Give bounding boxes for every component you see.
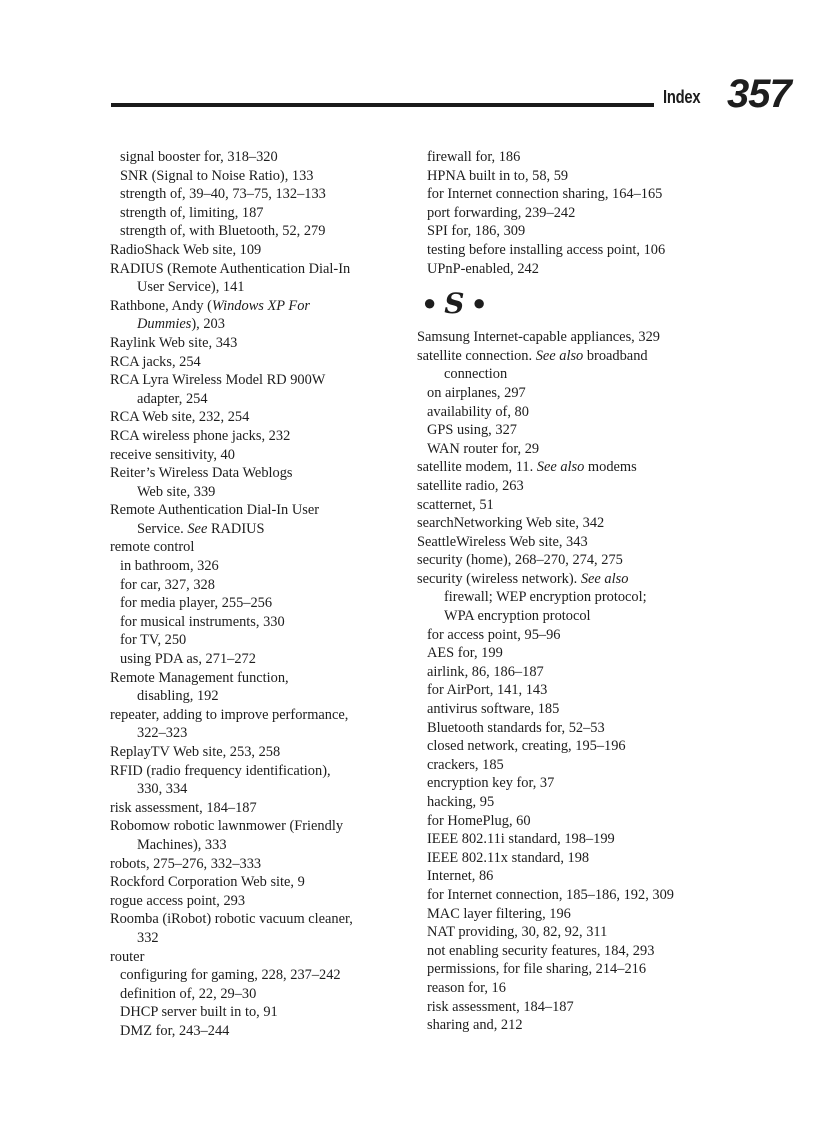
entry-text: WAN router for, 29 [427,440,540,457]
entry-text: signal booster for, 318–320 [120,149,278,165]
index-entry [110,706,410,725]
index-entry [110,260,410,279]
index-entry [110,464,410,483]
index-entry [110,501,410,520]
index-entry [110,427,410,446]
header-rule [111,103,654,107]
entry-text: strength of, 39–40, 73–75, 132–133 [120,186,326,203]
index-entry-continuation [110,483,410,502]
index-entries-s [417,328,717,1035]
index-subentry [417,886,717,905]
index-subentry [417,774,717,793]
entry-text-after: ), 203 [191,316,225,333]
index-entry [110,241,410,260]
entry-text: Service. [137,520,188,537]
entry-italic-text: See also [535,347,584,364]
entry-text: security (home), 268–270, 274, 275 [417,552,623,569]
index-subentry [417,737,717,756]
entry-text: on airplanes, 297 [427,384,526,401]
entry-italic-text: See also [536,459,585,476]
entry-text: Machines), 333 [137,836,227,853]
index-entry [417,496,717,515]
index-subentry [110,148,410,167]
entry-italic-text: See [187,520,208,537]
entry-text: firewall for, 186 [427,149,521,165]
entry-text: GPS using, 327 [427,422,517,439]
index-entry-continuation [110,929,410,948]
index-subentry [417,440,717,459]
entry-text: for Internet connection sharing, 164–165 [427,186,663,203]
entry-text: DMZ for, 243–244 [120,1022,230,1039]
index-subentry [417,185,717,204]
entry-text: Reiter’s Wireless Data Weblogs [110,465,293,482]
index-entry [110,817,410,836]
entry-text: testing before installing access point, 106 [427,241,666,258]
entry-text: definition of, 22, 29–30 [120,985,257,1002]
index-entry [417,570,717,589]
entry-text: hacking, 95 [427,794,495,810]
index-column-right [417,148,717,1035]
entry-text: ReplayTV Web site, 253, 258 [110,744,281,760]
entry-text: crackers, 185 [427,756,504,773]
entry-text-after: broadband [583,347,648,364]
entry-text: WPA encryption protocol [444,608,591,625]
index-subentry [417,923,717,942]
index-column-left [110,148,410,1041]
entry-text: adapter, 254 [137,390,208,407]
entry-text: encryption key for, 37 [427,775,555,792]
index-subentry [110,631,410,650]
index-entry [110,743,410,762]
index-subentry [417,241,717,260]
running-header [111,72,801,116]
index-entry [110,297,410,316]
index-entry [110,408,410,427]
entry-text: configuring for gaming, 228, 237–242 [120,967,341,984]
entry-text: satellite modem, 11. [417,459,537,476]
index-entry [110,538,410,557]
entry-text: for musical instruments, 330 [120,613,285,630]
entry-italic-text: See also [580,570,629,587]
index-subentry [417,979,717,998]
page-number: 357 [727,72,791,116]
entry-text: IEEE 802.11x standard, 198 [427,849,590,866]
entry-text: firewall; WEP encryption protocol; [444,589,647,606]
entry-text: IEEE 802.11i standard, 198–199 [427,831,615,848]
entry-text: receive sensitivity, 40 [110,446,235,463]
index-entry [110,669,410,688]
entry-italic-text: Dummies [137,316,192,333]
index-subentry [110,594,410,613]
index-entry [110,873,410,892]
index-subentry [417,830,717,849]
index-subentry [417,384,717,403]
entry-text: sharing and, 212 [427,1017,523,1034]
index-entry-continuation [417,365,717,384]
entry-text: port forwarding, 239–242 [427,204,576,221]
index-entry-continuation [110,278,410,297]
entry-text: security (wireless network). [417,570,581,587]
index-subentry [110,650,410,669]
entry-text: Remote Authentication Dial-In User [110,502,320,519]
entry-text: strength of, with Bluetooth, 52, 279 [120,223,326,240]
entry-text: RFID (radio frequency identification), [110,762,331,779]
index-entry-continuation [110,315,410,334]
index-entry [110,892,410,911]
entry-text: Bluetooth standards for, 52–53 [427,719,605,736]
index-entry [110,910,410,929]
entry-text: UPnP-enabled, 242 [427,260,539,277]
index-subentry [417,1016,717,1035]
index-subentry [417,148,717,167]
entry-text: for Internet connection, 185–186, 192, 309 [427,886,674,903]
entry-text: airlink, 86, 186–187 [427,663,544,680]
index-entry [417,328,717,347]
index-subentry [110,613,410,632]
index-entry-continuation [417,588,717,607]
entry-text: RCA Web site, 232, 254 [110,409,250,426]
index-entry [110,948,410,967]
entry-text: searchNetworking Web site, 342 [417,515,605,532]
entry-text: scatternet, 51 [417,496,494,513]
entry-text: SPI for, 186, 309 [427,223,526,240]
index-entry-continuation [110,780,410,799]
entry-text: 332 [137,929,159,946]
entry-text: Roomba (iRobot) robotic vacuum cleaner, [110,911,353,928]
entry-text: for TV, 250 [120,632,187,649]
index-subentry [110,1022,410,1041]
index-entry [110,371,410,390]
entry-text: not enabling security features, 184, 293 [427,942,655,959]
index-subentry [417,905,717,924]
index-subentry [417,663,717,682]
index-entry-continuation [110,520,410,539]
entry-text: strength of, limiting, 187 [120,204,264,221]
entry-text: Web site, 339 [137,483,216,500]
entry-text: satellite connection. [417,347,536,364]
index-subentry [417,793,717,812]
entry-text-after: modems [584,459,637,476]
entry-text: repeater, adding to improve performance, [110,706,349,723]
index-subentry [417,644,717,663]
entry-text: Rockford Corporation Web site, 9 [110,874,305,891]
section-title: Index [663,87,701,107]
index-entry [110,799,410,818]
entry-text: DHCP server built in to, 91 [120,1004,278,1021]
entry-text: HPNA built in to, 58, 59 [427,167,569,184]
index-entry-continuation [110,390,410,409]
index-subentry [417,681,717,700]
index-subentry [417,719,717,738]
entry-italic-text: Windows XP For [211,297,310,314]
index-subentry [110,966,410,985]
entry-text: for access point, 95–96 [427,626,561,643]
index-subentry [417,812,717,831]
entry-text: User Service), 141 [137,279,245,296]
entry-text: availability of, 80 [427,403,529,420]
index-entry [110,446,410,465]
index-subentry [110,557,410,576]
entry-text: RCA wireless phone jacks, 232 [110,427,291,444]
index-entry-continuation [110,724,410,743]
entry-text: antivirus software, 185 [427,701,560,718]
index-subentry [417,867,717,886]
entry-text: remote control [110,539,195,556]
index-subentry [417,942,717,961]
index-subentry [417,403,717,422]
entry-text: reason for, 16 [427,979,506,996]
entry-text: robots, 275–276, 332–333 [110,855,262,872]
index-entry [417,551,717,570]
entry-text: for car, 327, 328 [120,576,215,593]
entry-text: SNR (Signal to Noise Ratio), 133 [120,167,314,184]
entry-text: disabling, 192 [137,688,219,705]
index-subentry [417,756,717,775]
entry-text: RCA jacks, 254 [110,353,201,370]
entry-text: Remote Management function, [110,669,289,686]
entry-text: for media player, 255–256 [120,595,273,612]
index-subentry [417,700,717,719]
entry-text: router [110,948,145,965]
index-subentry [110,185,410,204]
index-entry [110,855,410,874]
index-entry [417,458,717,477]
entry-text: NAT providing, 30, 82, 92, 311 [427,924,608,941]
index-subentry [417,260,717,279]
entry-text: MAC layer filtering, 196 [427,905,571,922]
index-subentry [417,960,717,979]
entry-text: for AirPort, 141, 143 [427,682,548,699]
index-entries-r-continued [417,148,717,278]
entry-text: risk assessment, 184–187 [427,998,574,1015]
entry-text: Robomow robotic lawnmower (Friendly [110,818,344,835]
index-subentry [110,576,410,595]
entry-text: SeattleWireless Web site, 343 [417,533,588,550]
entry-text: 322–323 [137,725,188,742]
index-entry [417,477,717,496]
entry-text: 330, 334 [137,781,188,798]
index-subentry [417,626,717,645]
index-subentry [417,849,717,868]
index-subentry [110,204,410,223]
index-subentry [110,1003,410,1022]
entry-text: for HomePlug, 60 [427,812,531,829]
entry-text: using PDA as, 271–272 [120,651,256,668]
index-subentry [417,167,717,186]
index-entry [417,514,717,533]
index-subentry [110,985,410,1004]
entry-text: closed network, creating, 195–196 [427,738,626,755]
bullet-icon: ● [423,290,437,316]
index-subentry [110,167,410,186]
index-entry-continuation [110,687,410,706]
entry-text: Internet, 86 [427,868,494,885]
entry-text: in bathroom, 326 [120,558,219,575]
index-entry [417,533,717,552]
entry-text: RadioShack Web site, 109 [110,241,262,258]
index-entry [110,353,410,372]
entry-text: risk assessment, 184–187 [110,799,257,816]
section-letter: S [444,286,465,320]
index-entry [110,334,410,353]
section-letter-heading [417,278,717,328]
index-subentry [417,222,717,241]
entry-text-after: RADIUS [207,520,265,537]
index-subentry [417,998,717,1017]
bullet-icon: ● [472,290,486,316]
index-entry [110,762,410,781]
index-subentry [110,222,410,241]
entry-text: connection [444,366,508,383]
entry-text: satellite radio, 263 [417,477,524,494]
entry-text: permissions, for file sharing, 214–216 [427,961,647,978]
index-entry-continuation [110,836,410,855]
entry-text: RCA Lyra Wireless Model RD 900W [110,372,326,389]
index-entry [417,347,717,366]
entry-text: RADIUS (Remote Authentication Dial-In [110,260,351,277]
entry-text: Samsung Internet-capable appliances, 329 [417,329,660,346]
entry-text: AES for, 199 [427,645,503,662]
entry-text: rogue access point, 293 [110,892,246,909]
index-subentry [417,421,717,440]
entry-text: Raylink Web site, 343 [110,334,238,351]
entry-text: Rathbone, Andy ( [110,297,212,314]
index-subentry [417,204,717,223]
index-entry-continuation [417,607,717,626]
